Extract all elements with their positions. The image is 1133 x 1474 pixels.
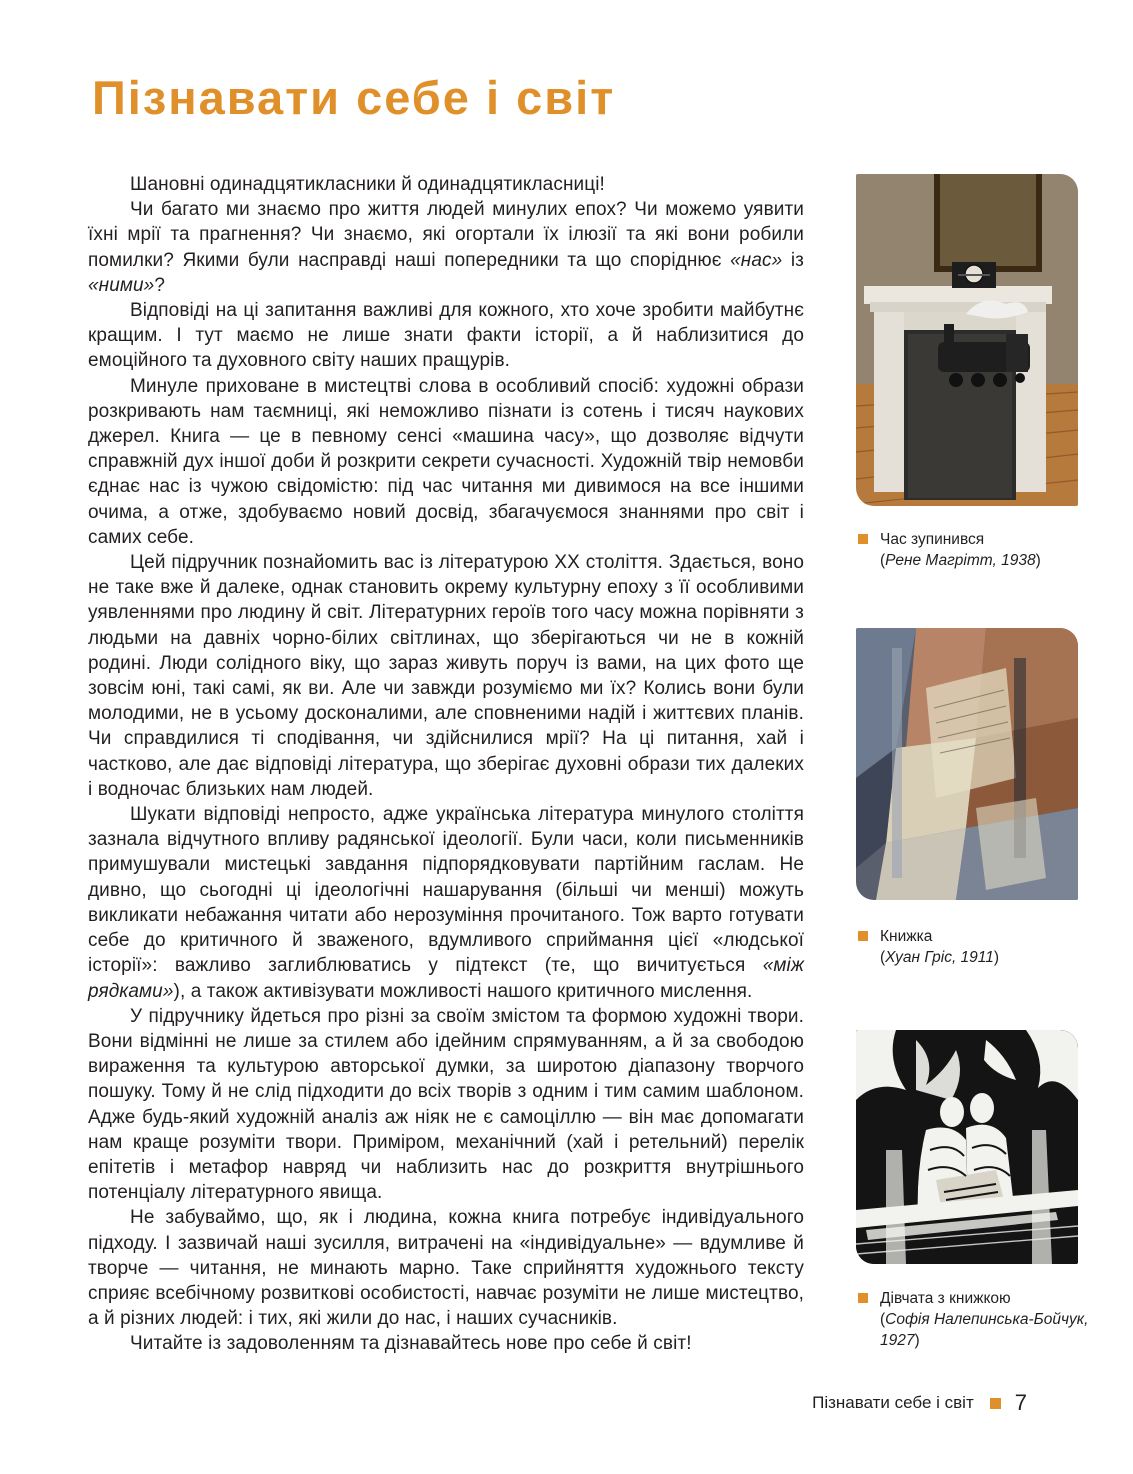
paragraph-6: У підручнику йдеться про різні за своїм змістом та формою художні твори. Вони відмінні не лише за стилем або ідейним спрямуванням, а й за свободою вираження та культурою авторської думки, за широтою діапазону творчого пошуку. Тому й не слід підходити до всіх творів з одним і тим самим шаблоном. Адже будь-який художній аналіз аж ніяк не є самоціллю — він має допомагати нам краще розуміти твори. Приміром, механічний (хай і ретельний) перелік епітетів і метафор навряд чи наблизить нас до розкриття внутрішнього потенціалу літературного явища. — [88, 1005, 804, 1204]
bullet-square-icon — [858, 1293, 868, 1303]
figure-caption: Час зупинився (Рене Магрітт, 1938) — [858, 529, 1098, 571]
woodcut-girls-with-book-image — [856, 1030, 1078, 1264]
paragraph-3: Минуле приховане в мистецтві слова в особливий спосіб: художні образи розкривають нам таємниці, які неможливо пізнати із сотень і тисяч наукових джерел. Книга — це в певному сенсі «машина часу», що дозволяє відчути справжній дух іншої доби й розкрити секрети сучасності. Художній твір немовби єднає нас із чужою свідомістю: під час читання ми дивимося на все іншими очима, а отже, здобуваємо новий досвід, збагачуємося знаннями про світ і самих себе. — [88, 375, 804, 548]
figure-caption: Книжка (Хуан Гріс, 1911) — [858, 926, 1098, 968]
paragraph-7: Не забуваймо, що, як і людина, кожна книга потребує індивідуального підходу. І зазвичай наші зусилля, витрачені на «індивідуальне» — вдумливе й творче — читання, не минають марно. Таке сприйняття художнього тексту сприяє всебічному розвиткові особистості, навчає розуміти не лише мистецтво, а й різних людей: і тих, які жили до нас, і наших сучасників. — [88, 1207, 804, 1330]
paragraph-8: Читайте із задоволенням та дізнавайтесь нове про себе й світ! — [130, 1333, 692, 1355]
painting-time-transfixed-image — [856, 174, 1078, 506]
page-number: 7 — [1014, 1390, 1027, 1415]
paragraph-2: Відповіді на ці запитання важливі для кожного, хто хоче зробити майбутнє кращим. І тут маємо не лише знати факти історії, а й наблизитися до емоційного та духовного світу наших пращурів. — [88, 300, 804, 372]
running-title: Пізнавати себе і світ — [812, 1393, 974, 1412]
painting-book-image — [856, 628, 1078, 900]
greeting: Шановні одинадцятикласники й одинадцятикласниці! — [130, 174, 605, 195]
figure-magritte — [856, 174, 1078, 574]
figure-caption: Дівчата з книжкою (Софія Налепинська-Бойчук, 1927) — [858, 1288, 1098, 1351]
figure-nalepynska — [856, 1030, 1089, 1360]
bullet-square-icon — [858, 534, 868, 544]
footer-square-icon — [990, 1398, 1001, 1409]
paragraph-1: Чи багато ми знаємо про життя людей минулих епох? Чи можемо уявити їхні мрії та прагнення? Чи знаємо, які огортали їх ілюзії та які вони робили помилки? Якими були насправді наші попередники та що споріднює «нас» із «ними»? — [88, 199, 804, 296]
page-title: Пізнавати себе і світ — [92, 71, 616, 124]
bullet-square-icon — [858, 931, 868, 941]
body-text — [88, 172, 804, 1357]
page-footer — [812, 1390, 1027, 1416]
figure-gris — [856, 628, 1078, 978]
paragraph-5: Шукати відповіді непросто, адже українська література минулого століття зазнала відчутного впливу радянської ідеології. Були часи, коли письменників примушували мистецькі завдання підпорядковувати партійним гаслам. Не дивно, що сьогодні ці ідеологічні нашарування (більші чи менші) можуть викликати небажання читати або нерозуміння прочитаного. Тож варто готувати себе до критичного й зваженого, вдумливого сприймання цієї «людської історії»: важливо заглиблюватись у підтекст (те, що вичитується «між рядками»), а також активізувати можливості нашого критичного мислення. — [88, 804, 804, 1002]
paragraph-4: Цей підручник познайомить вас із літературою XX століття. Здається, воно не таке вже й далеке, однак становить окрему культурну епоху з її особливими уявленнями про людину й світ. Літературних героїв того часу можна порівняти з людьми на давніх чорно-білих світлинах, що зберігаються чи не в кожній родині. Люди солідного віку, що зараз живуть поруч із вами, на цих фото ще зовсім юні, такі самі, як ви. Але чи завжди розуміємо ми їх? Колись вони були молодими, не в усьому досконалими, але сповненими надій і життєвих планів. Чи справдилися ті сподівання, чи здійснилися мрії? На ці питання, хай і частково, але дає відповіді література, що зберігає духовні образи тих далеких і водночас близьких нам людей. — [88, 552, 804, 800]
